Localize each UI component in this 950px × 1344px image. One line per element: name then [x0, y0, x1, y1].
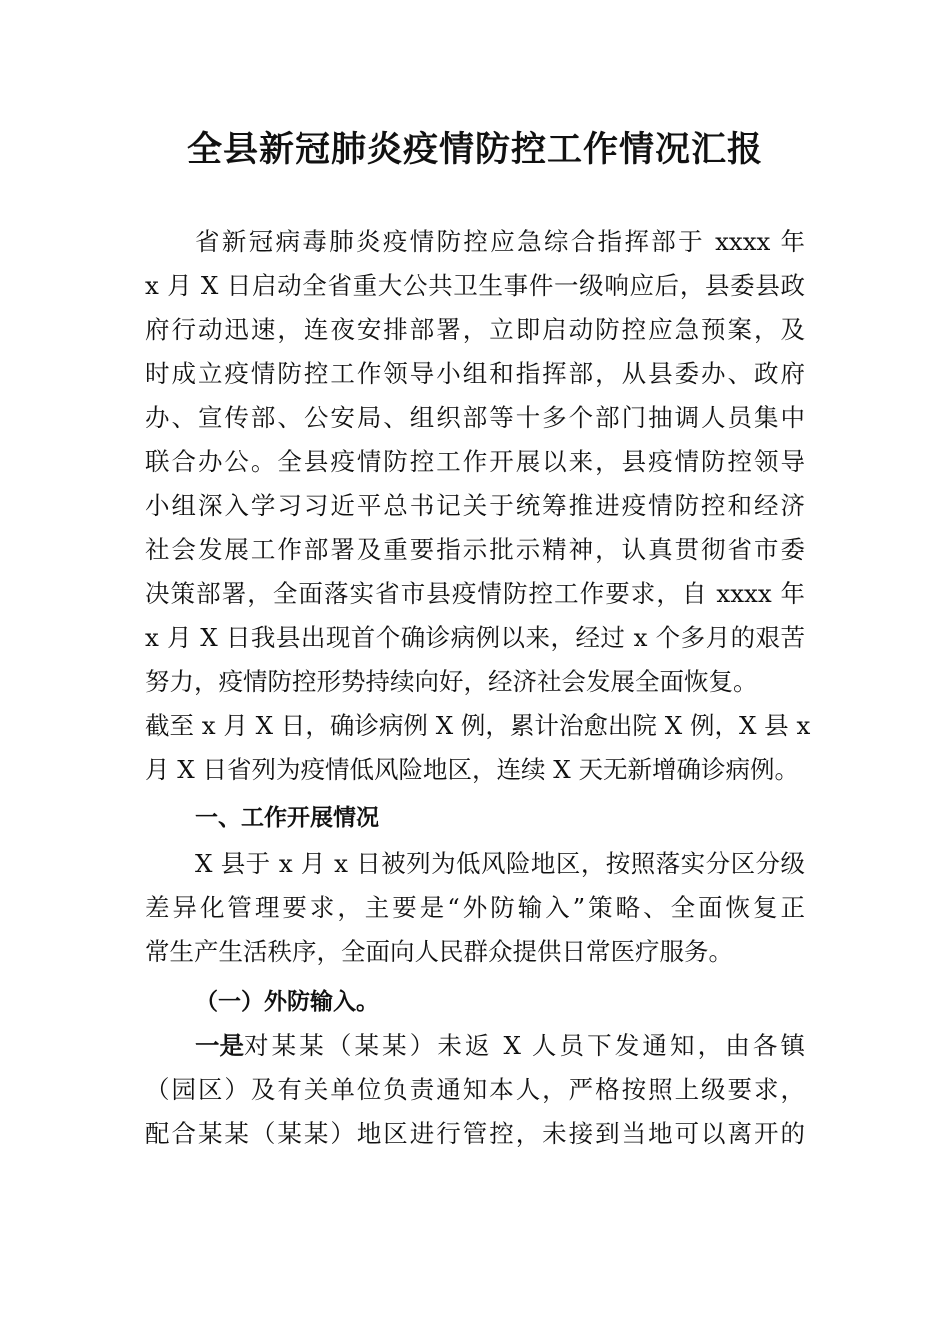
paragraph-line: 决策部署，全面落实省市县疫情防控工作要求，自 xxxx 年 [145, 579, 805, 608]
paragraph-line: 办、宣传部、公安局、组织部等十多个部门抽调人员集中 [145, 403, 805, 432]
item-lead: 一是 [195, 1031, 244, 1060]
paragraph-line: 小组深入学习习近平总书记关于统筹推进疫情防控和经济 [145, 491, 805, 520]
paragraph-line: 社会发展工作部署及重要指示批示精神，认真贯彻省市委 [145, 535, 805, 564]
paragraph-line: 努力，疫情防控形势持续向好，经济社会发展全面恢复。 [145, 667, 758, 696]
paragraph-line: x 月 X 日启动全省重大公共卫生事件一级响应后，县委县政 [145, 271, 805, 300]
paragraph-line: 省新冠病毒肺炎疫情防控应急综合指挥部于 xxxx 年 [195, 227, 805, 256]
item-text: 对某某（某某）未返 X 人员下发通知，由各镇 [244, 1031, 805, 1060]
paragraph-line: x 月 X 日我县出现首个确诊病例以来，经过 x 个多月的艰苦 [145, 623, 805, 652]
paragraph-line: 差异化管理要求，主要是“外防输入”策略、全面恢复正 [145, 893, 805, 922]
paragraph-line: （园区）及有关单位负责通知本人，严格按照上级要求， [145, 1075, 805, 1104]
paragraph-line: 府行动迅速，连夜安排部署，立即启动防控应急预案，及 [145, 315, 805, 344]
paragraph-line: 联合办公。全县疫情防控工作开展以来，县疫情防控领导 [145, 447, 805, 476]
paragraph-line [195, 1024, 805, 1068]
paragraph-line: 时成立疫情防控工作领导小组和指挥部，从县委办、政府 [145, 359, 805, 388]
paragraph-line: 配合某某（某某）地区进行管控，未接到当地可以离开的 [145, 1119, 805, 1148]
document-title: 全县新冠肺炎疫情防控工作情况汇报 [186, 129, 763, 170]
paragraph-line: 截至 x 月 X 日，确诊病例 X 例，累计治愈出院 X 例，X 县 x [145, 711, 811, 740]
paragraph-line: 月 X 日省列为疫情低风险地区，连续 X 天无新增确诊病例。 [145, 755, 800, 784]
paragraph-line: X 县于 x 月 x 日被列为低风险地区，按照落实分区分级 [195, 849, 805, 878]
subsection-heading: （一）外防输入。 [195, 989, 379, 1015]
paragraph-line: 常生产生活秩序，全面向人民群众提供日常医疗服务。 [145, 937, 733, 966]
section-heading: 一、工作开展情况 [195, 805, 379, 831]
